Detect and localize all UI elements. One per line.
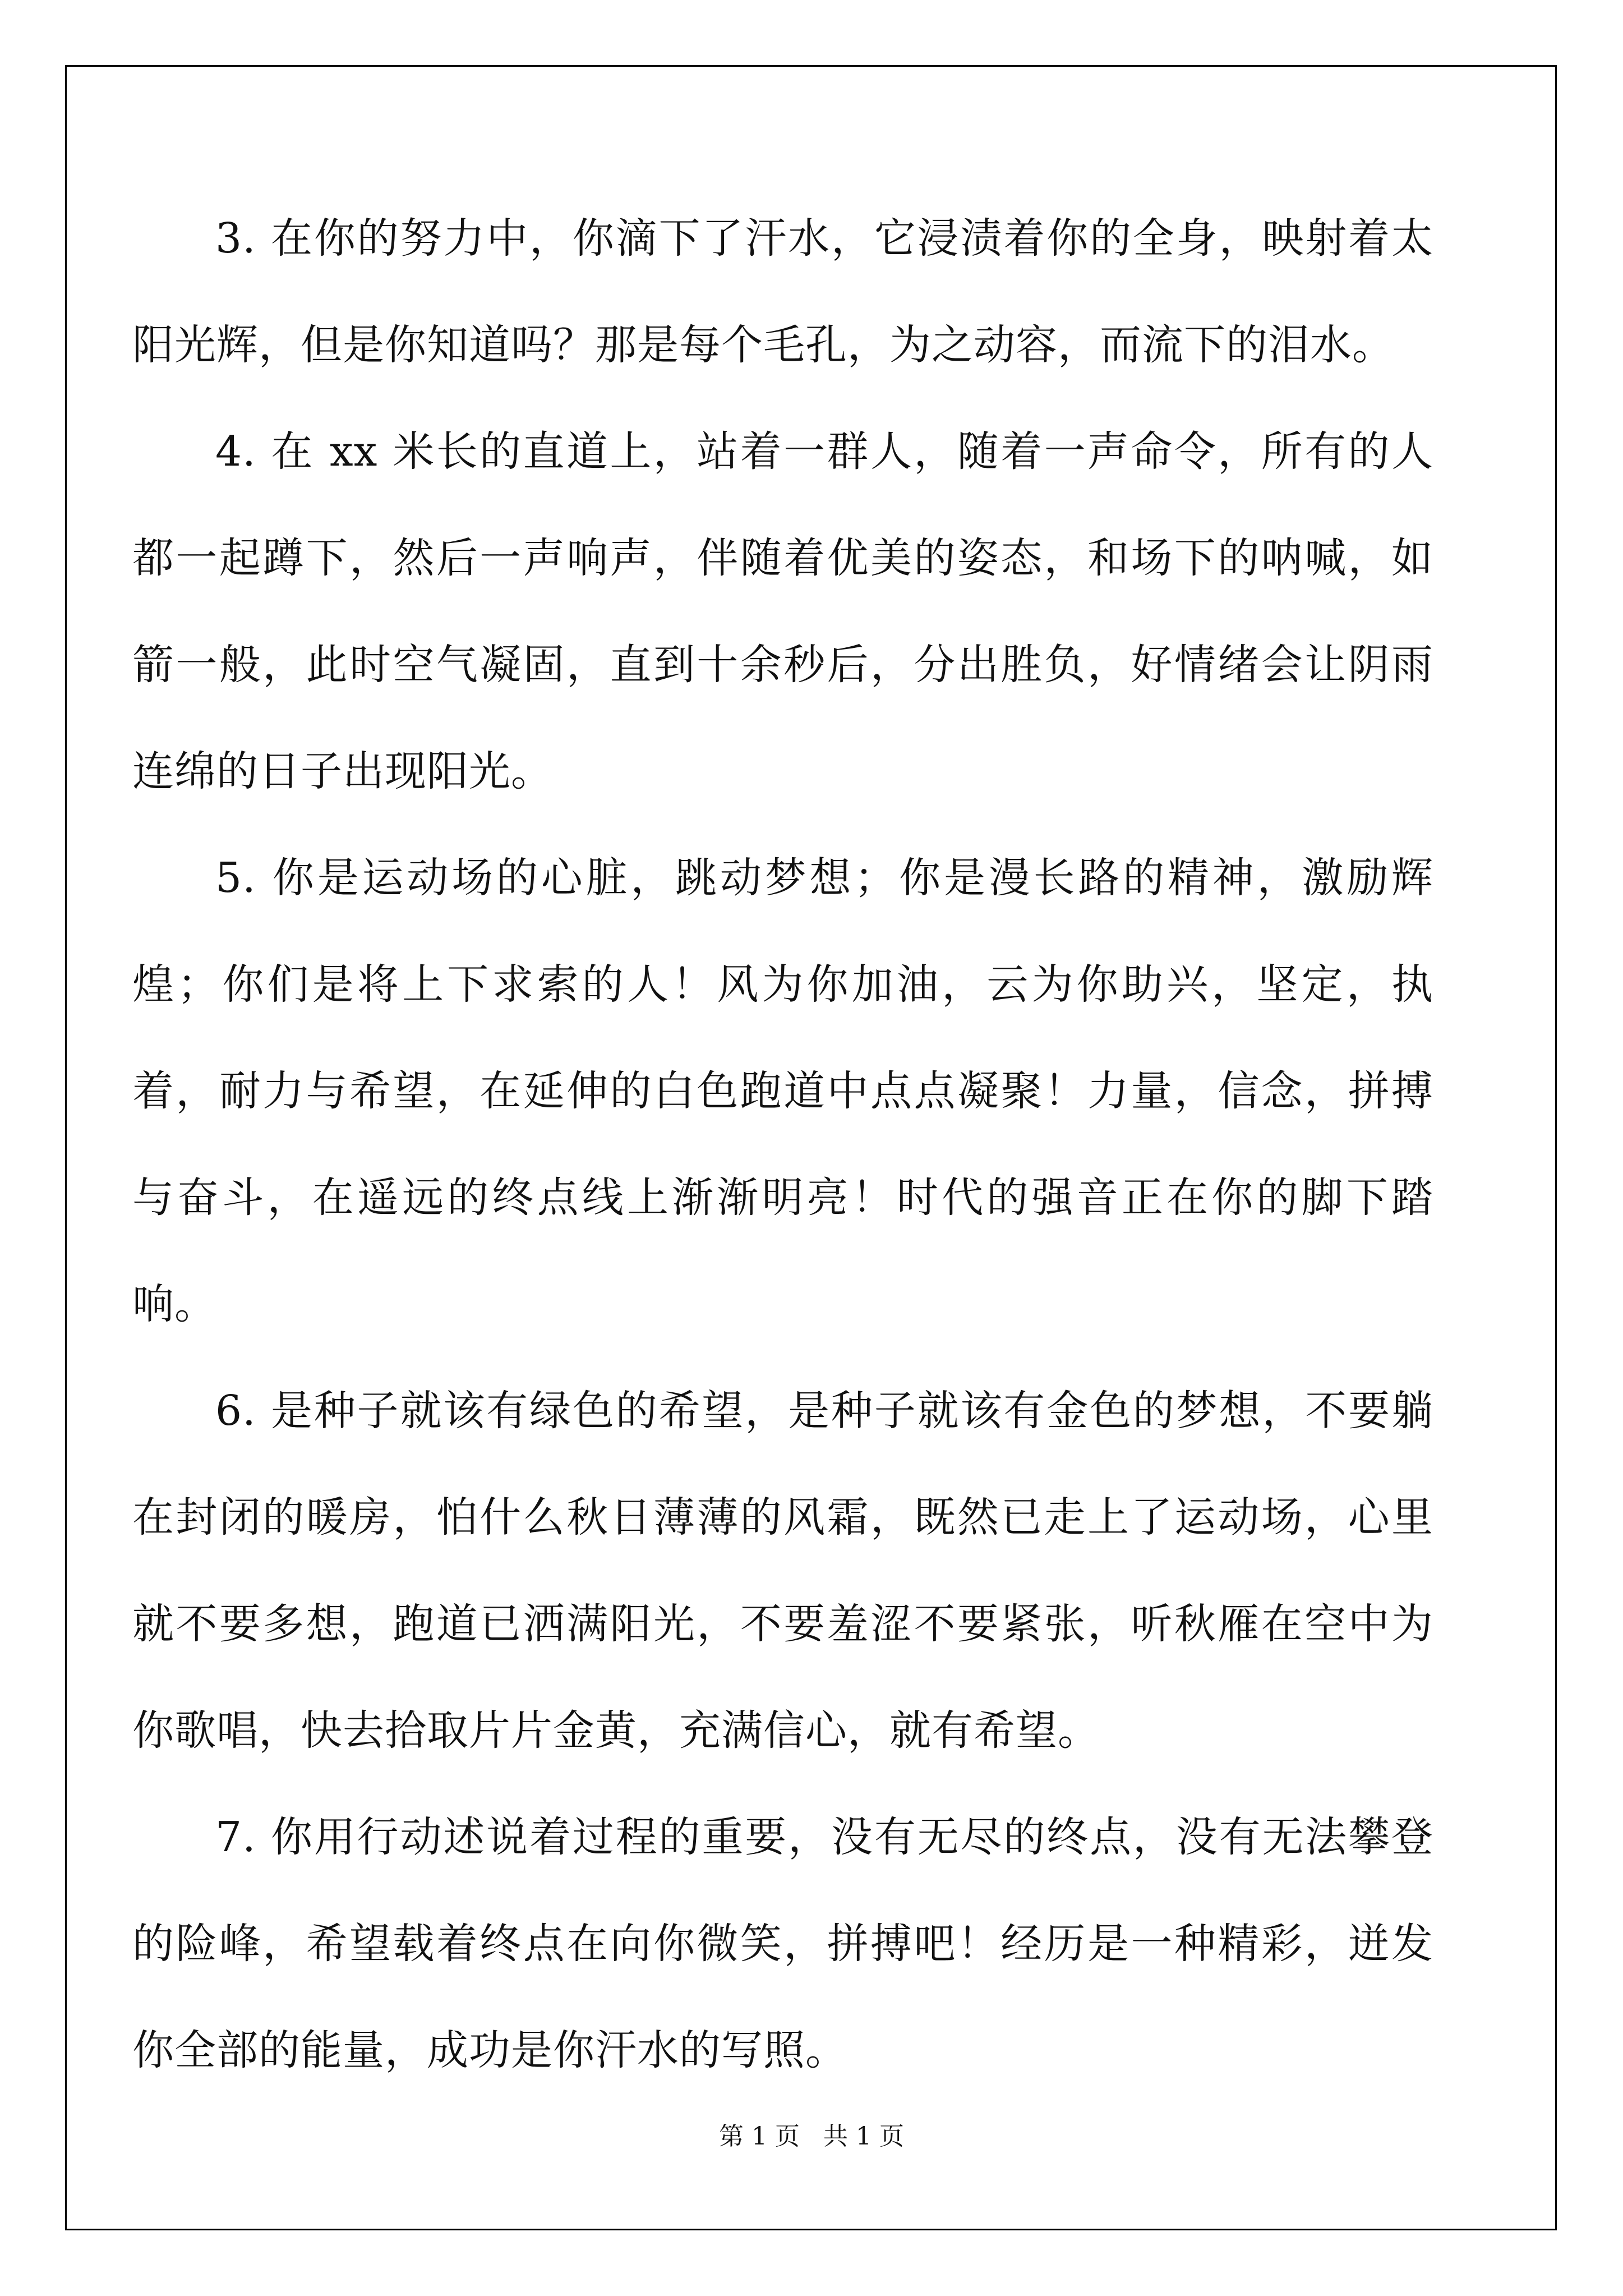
page-number-current: 第 1 页 [719,2122,800,2151]
document-body [132,185,1433,2104]
paragraph-6: 6. 是种子就该有绿色的希望，是种子就该有金色的梦想，不要躺在封闭的暖房，怕什么秋日薄薄的风霜，既然已走上了运动场，心里就不要多想，跑道已洒满阳光，不要羞涩不要紧张，听秋雁在空中为你歌唱，快去拾取片片金黄，充满信心，就有希望。 [132,1387,1433,1755]
page-number-total: 共 1 页 [823,2122,904,2151]
paragraph-4: 4. 在 xx 米长的直道上，站着一群人，随着一声命令，所有的人都一起蹲下，然后一声响声，伴随着优美的姿态，和场下的呐喊，如箭一般，此时空气凝固，直到十余秒后，分出胜负，好情绪会让阴雨连绵的日子出现阳光。 [132,427,1433,795]
paragraph-3: 3. 在你的努力中，你滴下了汗水，它浸渍着你的全身，映射着太阳光辉，但是你知道吗？那是每个毛孔，为之动容，而流下的泪水。 [132,214,1433,369]
page-footer [0,2116,1623,2152]
paragraph-5: 5. 你是运动场的心脏，跳动梦想；你是漫长路的精神，激励辉煌；你们是将上下求索的人！风为你加油，云为你助兴，坚定，执着，耐力与希望，在延伸的白色跑道中点点凝聚！力量，信念，拼搏与奋斗，在遥远的终点线上渐渐明亮！时代的强音正在你的脚下踏响。 [132,854,1433,1328]
paragraph-7: 7. 你用行动述说着过程的重要，没有无尽的终点，没有无法攀登的险峰，希望载着终点在向你微笑，拼搏吧！经历是一种精彩，迸发你全部的能量，成功是你汗水的写照。 [132,1813,1433,2074]
